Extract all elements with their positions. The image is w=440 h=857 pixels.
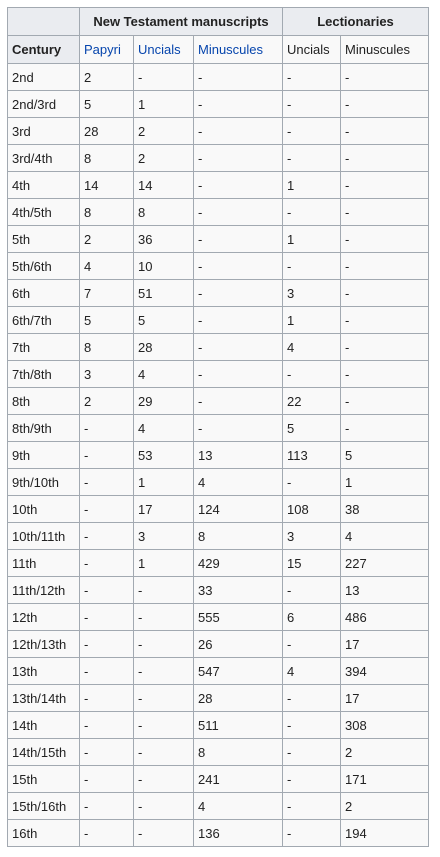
- table-row: [8, 388, 429, 415]
- minuscules-cell: 4: [194, 793, 283, 820]
- header-papyri-link[interactable]: Papyri: [80, 36, 134, 64]
- header-sub-row: [8, 36, 429, 64]
- century-cell: 9th: [8, 442, 80, 469]
- uncials-cell: 28: [134, 334, 194, 361]
- century-cell: 3rd/4th: [8, 145, 80, 172]
- table-row: [8, 172, 429, 199]
- uncials-cell: 17: [134, 496, 194, 523]
- table-row: [8, 226, 429, 253]
- minuscules-cell: -: [194, 253, 283, 280]
- uncials-cell: 29: [134, 388, 194, 415]
- minuscules-cell: -: [194, 199, 283, 226]
- lect-uncials-cell: -: [283, 820, 341, 847]
- century-cell: 13th/14th: [8, 685, 80, 712]
- manuscripts-by-century-table: [7, 7, 429, 847]
- table-row: [8, 280, 429, 307]
- table-row: [8, 442, 429, 469]
- minuscules-cell: 26: [194, 631, 283, 658]
- table-row: [8, 631, 429, 658]
- lect-uncials-cell: 6: [283, 604, 341, 631]
- header-lect-uncials: Uncials: [283, 36, 341, 64]
- lect-minuscules-cell: 394: [341, 658, 429, 685]
- lect-uncials-cell: -: [283, 739, 341, 766]
- century-cell: 7th/8th: [8, 361, 80, 388]
- papyri-cell: 2: [80, 388, 134, 415]
- lect-minuscules-cell: 5: [341, 442, 429, 469]
- lect-minuscules-cell: 17: [341, 631, 429, 658]
- table-row: [8, 577, 429, 604]
- lect-uncials-cell: -: [283, 793, 341, 820]
- minuscules-cell: -: [194, 415, 283, 442]
- lect-minuscules-cell: -: [341, 145, 429, 172]
- lect-minuscules-cell: -: [341, 280, 429, 307]
- uncials-cell: -: [134, 793, 194, 820]
- header-uncials-link[interactable]: Uncials: [134, 36, 194, 64]
- header-nt-manuscripts: New Testament manuscripts: [80, 8, 283, 36]
- lect-uncials-cell: -: [283, 685, 341, 712]
- papyri-cell: -: [80, 631, 134, 658]
- uncials-cell: -: [134, 820, 194, 847]
- minuscules-cell: 13: [194, 442, 283, 469]
- lect-uncials-cell: -: [283, 199, 341, 226]
- papyri-cell: -: [80, 442, 134, 469]
- lect-minuscules-cell: 4: [341, 523, 429, 550]
- lect-uncials-cell: 15: [283, 550, 341, 577]
- lect-uncials-cell: 5: [283, 415, 341, 442]
- minuscules-cell: 124: [194, 496, 283, 523]
- lect-minuscules-cell: -: [341, 361, 429, 388]
- lect-minuscules-cell: 2: [341, 793, 429, 820]
- table-row: [8, 550, 429, 577]
- lect-uncials-cell: 1: [283, 307, 341, 334]
- century-cell: 5th: [8, 226, 80, 253]
- lect-uncials-cell: -: [283, 712, 341, 739]
- minuscules-cell: -: [194, 307, 283, 334]
- lect-uncials-cell: -: [283, 118, 341, 145]
- papyri-cell: -: [80, 685, 134, 712]
- lect-uncials-cell: -: [283, 253, 341, 280]
- minuscules-cell: -: [194, 388, 283, 415]
- papyri-cell: -: [80, 658, 134, 685]
- lect-minuscules-cell: 1: [341, 469, 429, 496]
- lect-uncials-cell: -: [283, 361, 341, 388]
- table-row: [8, 415, 429, 442]
- uncials-cell: 1: [134, 550, 194, 577]
- table-row: [8, 523, 429, 550]
- minuscules-cell: 429: [194, 550, 283, 577]
- lect-uncials-cell: -: [283, 91, 341, 118]
- minuscules-cell: -: [194, 172, 283, 199]
- papyri-cell: -: [80, 469, 134, 496]
- lect-uncials-cell: 3: [283, 523, 341, 550]
- table-row: [8, 793, 429, 820]
- table-row: [8, 469, 429, 496]
- table-row: [8, 496, 429, 523]
- papyri-cell: 2: [80, 64, 134, 91]
- papyri-cell: -: [80, 604, 134, 631]
- header-empty-cell: [8, 8, 80, 36]
- lect-minuscules-cell: 227: [341, 550, 429, 577]
- minuscules-cell: 28: [194, 685, 283, 712]
- lect-minuscules-cell: -: [341, 91, 429, 118]
- table-row: [8, 658, 429, 685]
- uncials-cell: 4: [134, 361, 194, 388]
- uncials-cell: 10: [134, 253, 194, 280]
- minuscules-cell: -: [194, 91, 283, 118]
- uncials-cell: 8: [134, 199, 194, 226]
- lect-minuscules-cell: -: [341, 172, 429, 199]
- table-row: [8, 199, 429, 226]
- lect-minuscules-cell: -: [341, 226, 429, 253]
- century-cell: 6th/7th: [8, 307, 80, 334]
- papyri-cell: -: [80, 739, 134, 766]
- century-cell: 12th/13th: [8, 631, 80, 658]
- century-cell: 16th: [8, 820, 80, 847]
- century-cell: 15th: [8, 766, 80, 793]
- lect-uncials-cell: 22: [283, 388, 341, 415]
- header-lect-minuscules: Minuscules: [341, 36, 429, 64]
- uncials-cell: 4: [134, 415, 194, 442]
- minuscules-cell: -: [194, 118, 283, 145]
- lect-minuscules-cell: -: [341, 118, 429, 145]
- minuscules-cell: 511: [194, 712, 283, 739]
- minuscules-cell: 33: [194, 577, 283, 604]
- century-cell: 9th/10th: [8, 469, 80, 496]
- table-row: [8, 820, 429, 847]
- lect-minuscules-cell: -: [341, 334, 429, 361]
- uncials-cell: 14: [134, 172, 194, 199]
- uncials-cell: -: [134, 766, 194, 793]
- papyri-cell: 14: [80, 172, 134, 199]
- century-cell: 8th/9th: [8, 415, 80, 442]
- lect-uncials-cell: 108: [283, 496, 341, 523]
- lect-minuscules-cell: -: [341, 253, 429, 280]
- minuscules-cell: 547: [194, 658, 283, 685]
- minuscules-cell: -: [194, 64, 283, 91]
- minuscules-cell: -: [194, 226, 283, 253]
- lect-uncials-cell: 4: [283, 334, 341, 361]
- century-cell: 14th/15th: [8, 739, 80, 766]
- lect-uncials-cell: 1: [283, 226, 341, 253]
- lect-minuscules-cell: 486: [341, 604, 429, 631]
- lect-uncials-cell: -: [283, 766, 341, 793]
- century-cell: 10th: [8, 496, 80, 523]
- century-cell: 2nd/3rd: [8, 91, 80, 118]
- table-row: [8, 64, 429, 91]
- header-lectionaries: Lectionaries: [283, 8, 429, 36]
- lect-uncials-cell: 113: [283, 442, 341, 469]
- lect-uncials-cell: -: [283, 631, 341, 658]
- table-row: [8, 685, 429, 712]
- lect-uncials-cell: 4: [283, 658, 341, 685]
- century-cell: 2nd: [8, 64, 80, 91]
- papyri-cell: 5: [80, 307, 134, 334]
- papyri-cell: -: [80, 820, 134, 847]
- minuscules-cell: -: [194, 280, 283, 307]
- papyri-cell: -: [80, 712, 134, 739]
- minuscules-cell: -: [194, 145, 283, 172]
- century-cell: 7th: [8, 334, 80, 361]
- uncials-cell: 2: [134, 118, 194, 145]
- uncials-cell: -: [134, 685, 194, 712]
- table-row: [8, 91, 429, 118]
- uncials-cell: -: [134, 577, 194, 604]
- papyri-cell: -: [80, 415, 134, 442]
- table-body: [8, 64, 429, 847]
- table-row: [8, 253, 429, 280]
- minuscules-cell: 136: [194, 820, 283, 847]
- papyri-cell: 28: [80, 118, 134, 145]
- uncials-cell: 1: [134, 469, 194, 496]
- lect-minuscules-cell: -: [341, 199, 429, 226]
- header-minuscules-link[interactable]: Minuscules: [194, 36, 283, 64]
- uncials-cell: -: [134, 658, 194, 685]
- papyri-cell: -: [80, 577, 134, 604]
- lect-minuscules-cell: 2: [341, 739, 429, 766]
- lect-uncials-cell: 1: [283, 172, 341, 199]
- lect-uncials-cell: -: [283, 64, 341, 91]
- table-header: [8, 8, 429, 64]
- lect-uncials-cell: -: [283, 469, 341, 496]
- century-cell: 12th: [8, 604, 80, 631]
- minuscules-cell: -: [194, 334, 283, 361]
- lect-minuscules-cell: 38: [341, 496, 429, 523]
- century-cell: 15th/16th: [8, 793, 80, 820]
- minuscules-cell: 241: [194, 766, 283, 793]
- minuscules-cell: 8: [194, 523, 283, 550]
- lect-uncials-cell: -: [283, 577, 341, 604]
- lect-minuscules-cell: -: [341, 415, 429, 442]
- header-century: Century: [8, 36, 80, 64]
- table-row: [8, 307, 429, 334]
- table-row: [8, 145, 429, 172]
- minuscules-cell: 8: [194, 739, 283, 766]
- century-cell: 14th: [8, 712, 80, 739]
- minuscules-cell: 555: [194, 604, 283, 631]
- century-cell: 5th/6th: [8, 253, 80, 280]
- table-row: [8, 766, 429, 793]
- century-cell: 6th: [8, 280, 80, 307]
- lect-minuscules-cell: 194: [341, 820, 429, 847]
- century-cell: 10th/11th: [8, 523, 80, 550]
- uncials-cell: 36: [134, 226, 194, 253]
- uncials-cell: -: [134, 739, 194, 766]
- lect-minuscules-cell: -: [341, 64, 429, 91]
- lect-minuscules-cell: 13: [341, 577, 429, 604]
- lect-uncials-cell: -: [283, 145, 341, 172]
- lect-minuscules-cell: 308: [341, 712, 429, 739]
- uncials-cell: 3: [134, 523, 194, 550]
- century-cell: 8th: [8, 388, 80, 415]
- lect-minuscules-cell: 17: [341, 685, 429, 712]
- uncials-cell: 51: [134, 280, 194, 307]
- minuscules-cell: 4: [194, 469, 283, 496]
- lect-minuscules-cell: 171: [341, 766, 429, 793]
- papyri-cell: 3: [80, 361, 134, 388]
- papyri-cell: 4: [80, 253, 134, 280]
- lect-minuscules-cell: -: [341, 307, 429, 334]
- table-row: [8, 118, 429, 145]
- century-cell: 11th/12th: [8, 577, 80, 604]
- century-cell: 13th: [8, 658, 80, 685]
- uncials-cell: 1: [134, 91, 194, 118]
- table-row: [8, 712, 429, 739]
- uncials-cell: 5: [134, 307, 194, 334]
- table-row: [8, 604, 429, 631]
- lect-uncials-cell: 3: [283, 280, 341, 307]
- header-group-row: [8, 8, 429, 36]
- papyri-cell: 8: [80, 334, 134, 361]
- table-row: [8, 334, 429, 361]
- papyri-cell: -: [80, 793, 134, 820]
- papyri-cell: -: [80, 766, 134, 793]
- papyri-cell: 8: [80, 199, 134, 226]
- lect-minuscules-cell: -: [341, 388, 429, 415]
- uncials-cell: -: [134, 631, 194, 658]
- minuscules-cell: -: [194, 361, 283, 388]
- table-row: [8, 739, 429, 766]
- papyri-cell: 8: [80, 145, 134, 172]
- uncials-cell: -: [134, 604, 194, 631]
- century-cell: 3rd: [8, 118, 80, 145]
- uncials-cell: 53: [134, 442, 194, 469]
- papyri-cell: -: [80, 550, 134, 577]
- papyri-cell: 7: [80, 280, 134, 307]
- papyri-cell: 5: [80, 91, 134, 118]
- uncials-cell: 2: [134, 145, 194, 172]
- century-cell: 4th: [8, 172, 80, 199]
- papyri-cell: 2: [80, 226, 134, 253]
- century-cell: 11th: [8, 550, 80, 577]
- uncials-cell: -: [134, 712, 194, 739]
- table-row: [8, 361, 429, 388]
- papyri-cell: -: [80, 523, 134, 550]
- uncials-cell: -: [134, 64, 194, 91]
- papyri-cell: -: [80, 496, 134, 523]
- century-cell: 4th/5th: [8, 199, 80, 226]
